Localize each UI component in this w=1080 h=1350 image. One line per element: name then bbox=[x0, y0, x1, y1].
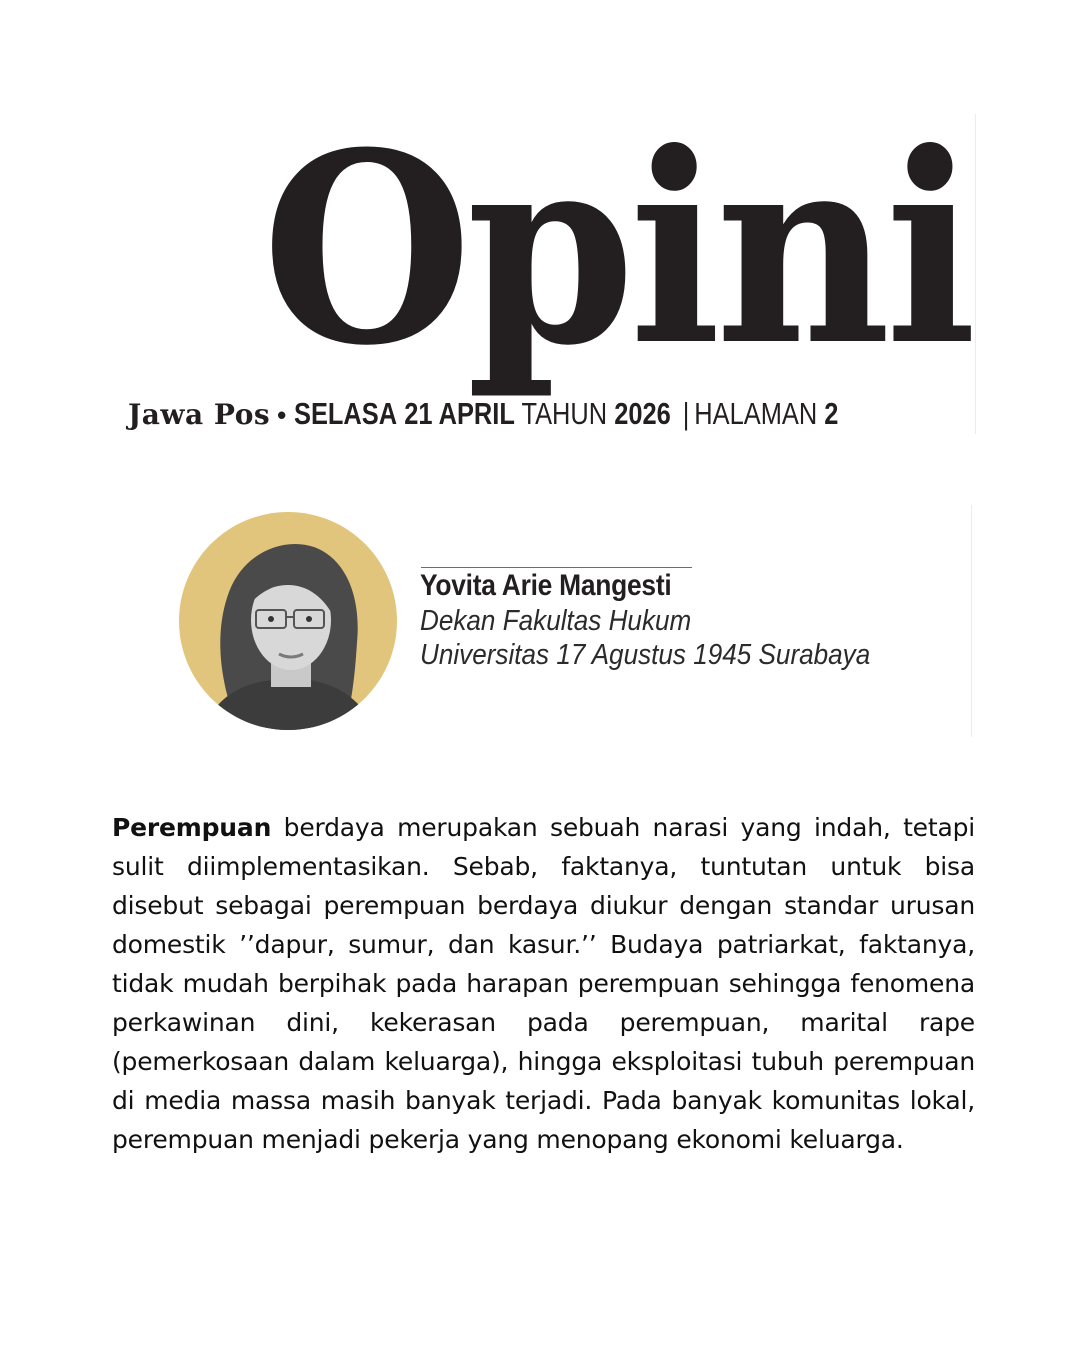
issue-year: 2026 bbox=[614, 396, 672, 431]
column-rule bbox=[975, 114, 976, 434]
article-body bbox=[112, 808, 975, 1159]
bullet-separator: • bbox=[277, 400, 287, 430]
article-text: berdaya merupakan sebuah narasi yang indah, tetapi sulit diimplementasikan. Sebab, faktanya, tuntutan untuk bisa disebut sebagai perempuan berdaya diukur dengan standar urusan domestik ’’dapur, sumur, dan kasur.’’ Budaya patriarkat, faktanya, tidak mudah berpihak pada harapan perempuan sehingga fenomena perkawinan dini, kekerasan pada perempuan, marital rape (pemerkosaan dalam keluarga), hingga eksploitasi tubuh perempuan di media massa masih banyak terjadi. Pada banyak komunitas lokal, perempuan menjadi pekerja yang menopang ekonomi keluarga. bbox=[112, 813, 975, 1154]
column-rule bbox=[971, 505, 972, 737]
author-byline bbox=[420, 568, 920, 672]
page-label: HALAMAN bbox=[694, 396, 818, 431]
author-institution: Universitas 17 Agustus 1945 Surabaya bbox=[420, 639, 871, 671]
issue-info bbox=[294, 396, 838, 432]
page-number: 2 bbox=[824, 396, 839, 431]
pipe-separator: | bbox=[683, 396, 690, 431]
section-title: Opini bbox=[262, 95, 972, 403]
year-label: TAHUN bbox=[521, 396, 608, 431]
author-title: Dekan Fakultas Hukum bbox=[420, 605, 692, 637]
publication-name: Jawa Pos bbox=[128, 398, 271, 431]
article-lead-word: Perempuan bbox=[112, 813, 272, 842]
author-name: Yovita Arie Mangesti bbox=[420, 569, 672, 602]
author-photo bbox=[179, 512, 397, 730]
issue-day: SELASA bbox=[294, 396, 398, 431]
issue-date: 21 APRIL bbox=[404, 396, 516, 431]
author-portrait-icon bbox=[179, 512, 397, 730]
dateline bbox=[128, 396, 968, 436]
